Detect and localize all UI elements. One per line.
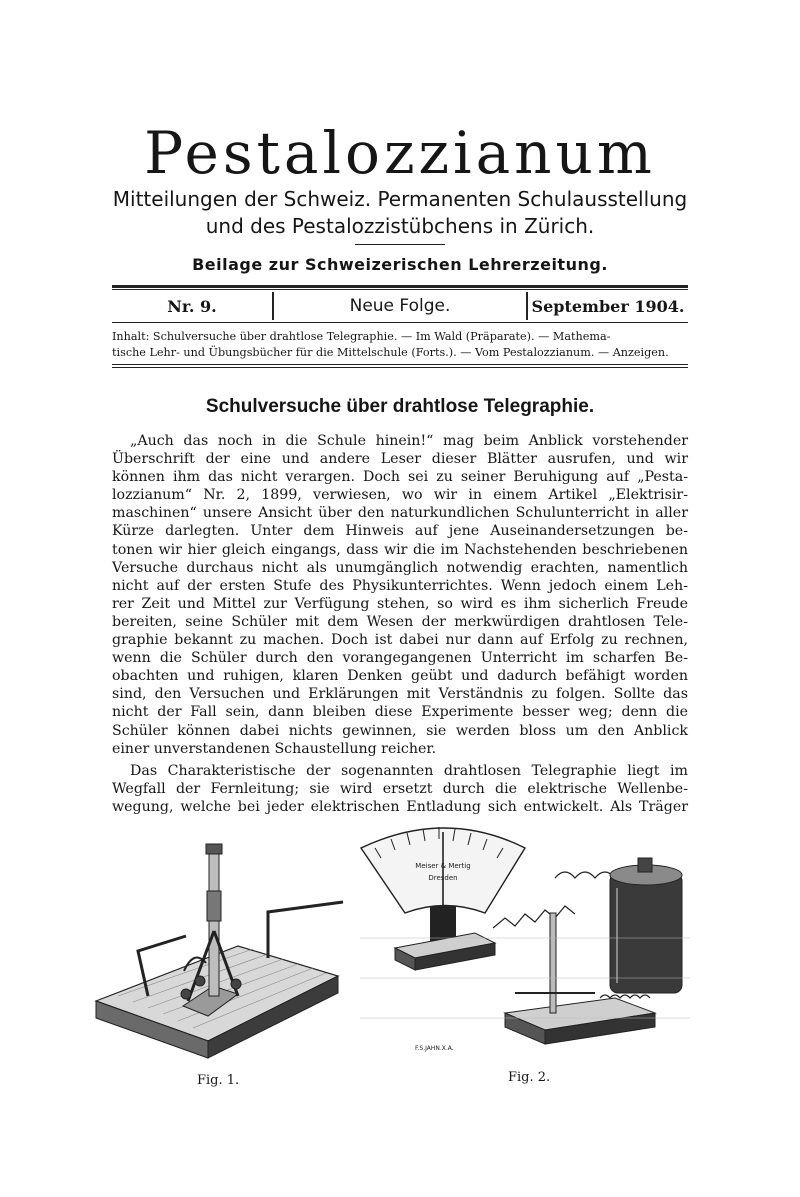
issue-series: Neue Folge. [272,292,528,320]
text-line: lozzianum“ Nr. 2, 1899, verwiesen, wo wir in einem Artikel „Elektrisir- [112,487,688,504]
contents-bottom-rule-second [112,367,688,368]
text-line: rer Zeit und Mittel zur Verfügung stehen, so wird es ihm sicherlich Freude [112,595,688,612]
text-line: bereiten, seine Schüler mit dem Wesen der merkwürdigen drahtlosen Tele- [112,613,688,630]
paragraph [112,432,688,758]
contents-bottom-rule [112,364,688,365]
text-line: Wegfall der Fernleitung; sie wird ersetzt durch die elektrische Wellenbe- [112,780,688,797]
instrument-maker-label: Meiser & Mertig [415,862,471,870]
article-body [112,432,688,816]
paragraph [112,762,688,816]
figure-1-caption: Fig. 1. [197,1073,240,1088]
masthead-title: Pestalozzianum [144,119,656,187]
text-line: Überschrift der eine und andere Leser dieser Blätter ausrufen, und wir [112,451,688,468]
masthead-subtitle-line1: Mitteilungen der Schweiz. Permanenten Schulausstellung [112,187,688,211]
text-line: Das Charakteristische der sogenannten drahtlosen Telegraphie liegt im [130,762,688,779]
contents-line: tische Lehr- und Übungsbücher für die Mittelschule (Forts.). — Vom Pestalozzianum. — Anzeigen. [112,346,669,359]
issue-bar-top-rule [112,285,688,288]
contents-line: Inhalt: Schulversuche über drahtlose Telegraphie. — Im Wald (Präparate). — Mathema- [112,330,611,343]
issue-bar [112,292,688,320]
instrument-city-label: Dresden [428,874,458,882]
engraver-signature: F.S.JAHN.X.A. [415,1045,454,1052]
article-title: Schulversuche über drahtlose Telegraphie. [205,396,595,417]
text-line: können ihm das nicht verargen. Doch sei zu seiner Beruhigung auf „Pesta- [112,469,688,486]
masthead-subtitle-line2: und des Pestalozzistübchens in Zürich. [205,214,595,238]
text-line: maschinen“ unsere Ansicht über den naturkundlichen Schulunterricht in aller [112,505,688,522]
text-line: einer unverstandenen Schaustellung reicher. [112,740,437,757]
supplement-note: Beilage zur Schweizerischen Lehrerzeitung. [192,255,608,274]
text-line: sind, den Versuchen und Erklärungen mit Verständnis zu folgen. Sollte das [112,686,688,703]
issue-bar-top-rule-thin [112,289,688,290]
text-line: wegung, welche bei jeder elektrischen Entladung sich entwickelt. Als Träger [112,798,688,815]
figure-2-caption: Fig. 2. [508,1070,551,1085]
text-line: „Auch das noch in die Schule hinein!“ mag beim Anblick vorstehender [130,433,688,449]
figure-1-illustration [88,836,348,1066]
text-line: Schüler können dabei nichts gewinnen, sie werden bloss um den Anblick [112,722,688,739]
text-line: tonen wir hier gleich eingangs, dass wir die im Nachstehenden beschriebenen [112,541,688,558]
text-line: nicht der Fall sein, dann bleiben diese Experimente besser weg; denn die [112,704,688,721]
issue-bar-bottom-rule [112,322,688,323]
text-line: graphie bekannt zu machen. Doch ist dabei nur dann auf Erfolg zu rechnen, [112,632,688,649]
short-divider [355,244,445,245]
text-line: Versuche durchaus nicht als unumgänglich notwendig erachten, namentlich [112,559,688,576]
table-of-contents [112,329,688,361]
figure-2-illustration [355,818,695,1058]
issue-number: Nr. 9. [167,296,217,316]
text-line: nicht auf der ersten Stufe des Physikunterrichtes. Wenn jedoch einem Leh- [112,577,688,594]
text-line: Kürze darlegten. Unter dem Hinweis auf jene Auseinandersetzungen be- [112,523,688,540]
text-line: obachten und ruhigen, klaren Denken geübt und dadurch befähigt worden [112,668,688,685]
text-line: wenn die Schüler durch den vorangegangenen Unterricht im scharfen Be- [112,650,688,667]
issue-date: September 1904. [531,296,685,316]
